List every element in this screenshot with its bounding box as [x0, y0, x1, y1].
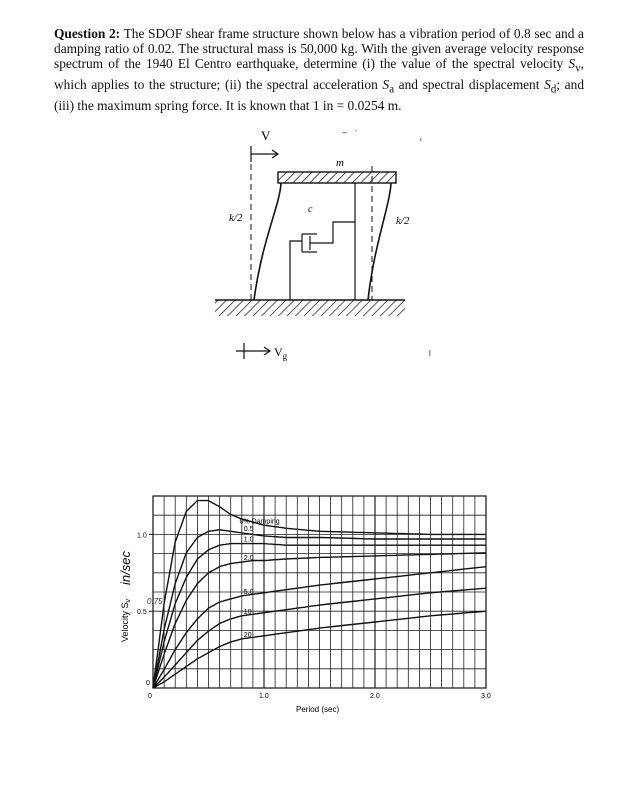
question-body: The SDOF shear frame structure shown below has a vibration period of 0.8 sec and a damping ratio of 0.02. The structural mass is 50,000 kg. With the given average velocity response spectrum of the 1940 El Centro earthquake, determine (i) the value of the spectral velocity: [54, 26, 584, 72]
question-body-4: ; and (iii) the maximum spring force. It is known that 1 in = 0.0254 m.: [54, 77, 585, 114]
y-axis-label: Velocity $S_v$: [120, 598, 132, 642]
x-tick-label: 0: [148, 693, 152, 700]
x-tick-label: 3.0: [481, 693, 491, 700]
right-stiffness-label: k/2: [396, 215, 410, 227]
damper-label: c: [308, 204, 313, 215]
question-body-2: , which applies to the structure; (ii) the spectral acceleration: [54, 56, 584, 93]
question-heading: Question 2:: [54, 26, 121, 41]
damping-label-6: 20: [243, 631, 252, 639]
mass-label: m: [336, 157, 344, 169]
x-axis-label: Period (sec): [296, 705, 340, 714]
sd-subscript: d: [550, 83, 557, 96]
sv-subscript: v: [575, 63, 581, 76]
sa-symbol: S: [382, 77, 390, 93]
sv-symbol: S: [568, 56, 576, 72]
sa-subscript: a: [389, 83, 395, 96]
damping-header-label: 0% Damping: [239, 518, 280, 526]
damping-label-3: 2.0: [243, 555, 254, 563]
damping-label-5: 10: [243, 608, 252, 616]
damping-label-2: 1.0: [243, 536, 254, 544]
left-stiffness-label: k/2: [229, 212, 243, 224]
damping-label-1: 0.5: [243, 525, 254, 533]
y-tick-label: 1.0: [137, 532, 147, 540]
y-tick-label: 0: [146, 680, 150, 687]
x-tick-label: 2.0: [370, 693, 380, 700]
y-annotation-handwritten: 0.75: [147, 597, 163, 606]
x-tick-label: 1.0: [259, 693, 269, 700]
y-axis-unit-handwritten: in/sec: [118, 551, 133, 585]
ground-motion-label: $V_g$: [274, 345, 288, 361]
question-body-3: and spectral displacement: [394, 77, 545, 93]
load-label: V: [261, 128, 271, 143]
sd-symbol: S: [544, 77, 551, 93]
y-tick-label: 0.5: [137, 609, 147, 617]
damping-label-4: 5.0: [243, 588, 254, 596]
